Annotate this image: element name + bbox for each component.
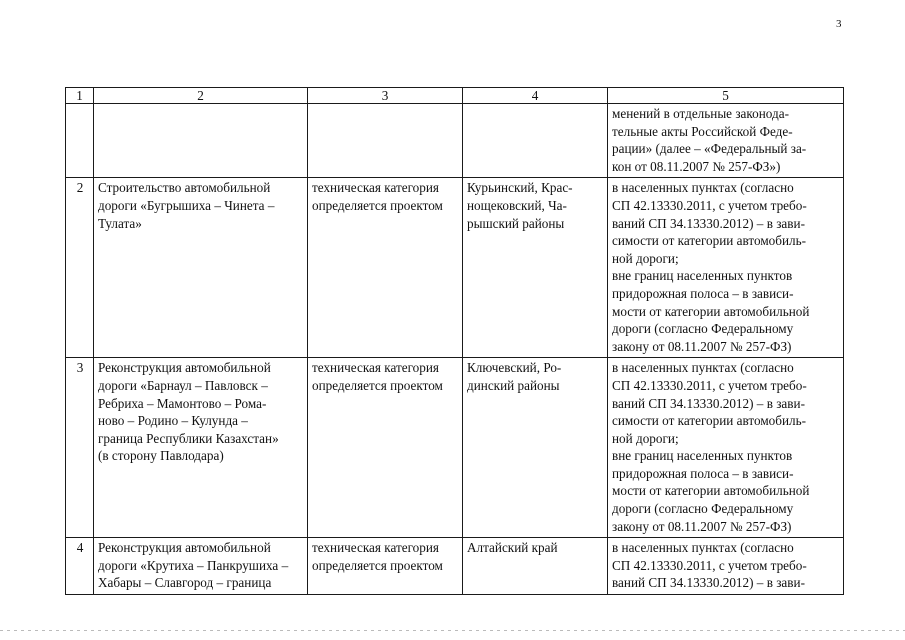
location-cell: Ключевский, Ро- динский районы [463, 358, 608, 538]
column-header: 4 [463, 88, 608, 104]
object-name-cell: Реконструкция автомобильной дороги «Крутиха – Панкрушиха – Хабары – Славгород – граница [94, 538, 308, 595]
object-name-cell: Строительство автомобильной дороги «Бугрышиха – Чинета – Тулата» [94, 178, 308, 358]
object-name-cell [94, 104, 308, 178]
characteristics-cell: техническая категория определяется проектом [308, 178, 463, 358]
characteristics-cell [308, 104, 463, 178]
objects-table [65, 87, 844, 595]
column-header: 1 [66, 88, 94, 104]
column-header: 2 [94, 88, 308, 104]
table-row [66, 104, 844, 178]
column-header: 5 [608, 88, 844, 104]
zone-cell: менений в отдельные законода- тельные акты Российской Феде- рации» (далее – «Федеральный за- кон от 08.11.2007 № 257-ФЗ») [608, 104, 844, 178]
row-number-cell [66, 104, 94, 178]
row-number-cell: 2 [66, 178, 94, 358]
location-cell [463, 104, 608, 178]
zone-cell: в населенных пунктах (согласно СП 42.13330.2011, с учетом требо- ваний СП 34.13330.2012) – в зави- симости от категории автомобиль- ной дороги; вне границ населенных пунктов придорожная полоса – в зависи- мости от категории автомобильной дороги (согласно Федеральному закону от 08.11.2007 № 257-ФЗ) [608, 178, 844, 358]
row-number-cell: 3 [66, 358, 94, 538]
row-number-cell: 4 [66, 538, 94, 595]
object-name-cell: Реконструкция автомобильной дороги «Барнаул – Павловск – Ребриха – Мамонтово – Рома- ново – Родино – Кулунда – граница Республики Казахстан» (в сторону Павлодара) [94, 358, 308, 538]
zone-cell: в населенных пунктах (согласно СП 42.13330.2011, с учетом требо- ваний СП 34.13330.2012) – в зави- [608, 538, 844, 595]
zone-cell: в населенных пунктах (согласно СП 42.13330.2011, с учетом требо- ваний СП 34.13330.2012) – в зави- симости от категории автомобиль- ной дороги; вне границ населенных пунктов придорожная полоса – в зависи- мости от категории автомобильной дороги (согласно Федеральному закону от 08.11.2007 № 257-ФЗ) [608, 358, 844, 538]
location-cell: Курьинский, Крас- нощековский, Ча- рышский районы [463, 178, 608, 358]
characteristics-cell: техническая категория определяется проектом [308, 358, 463, 538]
scan-edge-line [0, 630, 905, 631]
table-row [66, 178, 844, 358]
table-header-row [66, 88, 844, 104]
column-header: 3 [308, 88, 463, 104]
table-row [66, 358, 844, 538]
page-number: 3 [836, 18, 842, 30]
location-cell: Алтайский край [463, 538, 608, 595]
table-row [66, 538, 844, 595]
characteristics-cell: техническая категория определяется проектом [308, 538, 463, 595]
